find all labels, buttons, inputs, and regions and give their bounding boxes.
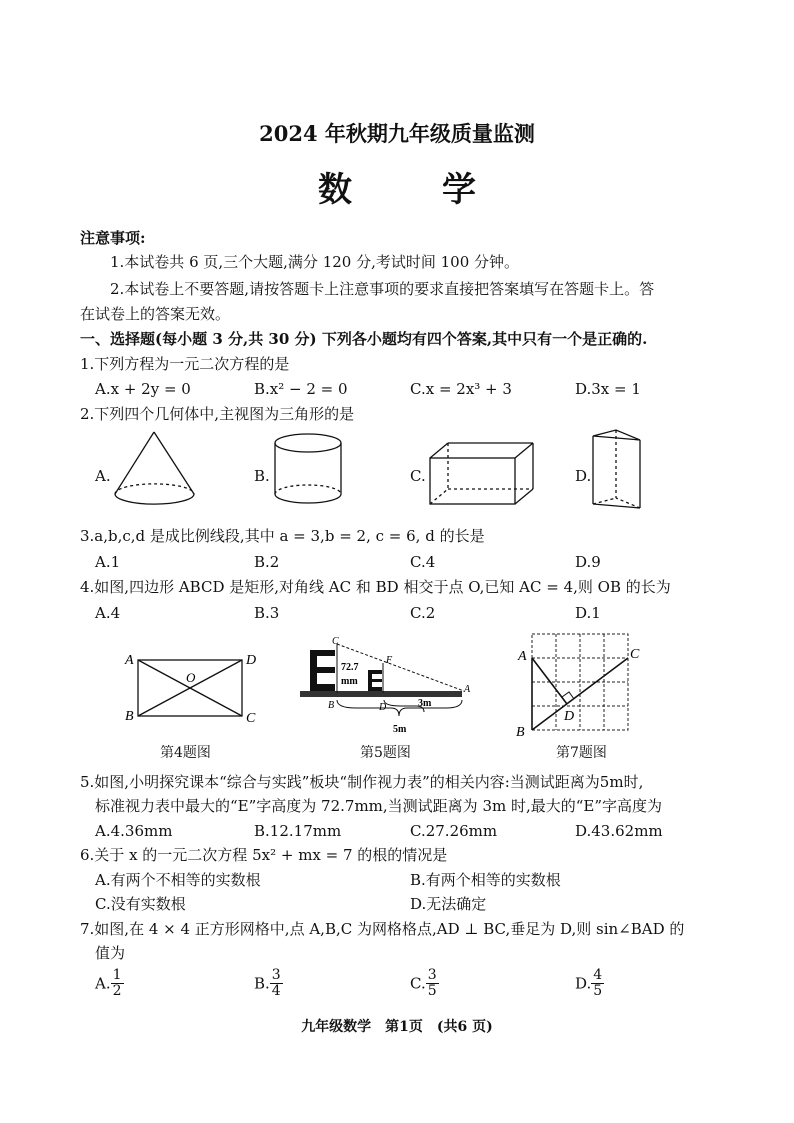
note-item-1: 1.本试卷共 6 页,三个大题,满分 120 分,考试时间 100 分钟。 [110,253,520,271]
q6-option-d: D.无法确定 [410,895,487,913]
section-heading: 一、选择题(每小题 3 分,共 30 分) 下列各小题均有四个答案,其中只有一个是正确的. [80,330,648,348]
q7-stem-line-2: 值为 [95,944,126,962]
fig4-label-d: D [246,653,257,668]
q7-a-denominator: 2 [112,983,122,999]
q7-option-d-prefix: D. [575,974,592,993]
q3-option-d: D.9 [575,553,601,571]
fig4-label-a: A [125,653,134,668]
fig7-label-b: B [516,725,525,740]
q3-option-a: A.1 [95,553,121,571]
figure-7-grid [512,628,642,738]
q7-b-numerator: 3 [271,967,281,983]
q2-stem: 2.下列四个几何体中,主视图为三角形的是 [80,405,355,423]
q4-stem: 4.如图,四边形 ABCD 是矩形,对角线 AC 和 BD 相交于点 O,已知 AC = 4,则 OB 的长为 [80,578,671,596]
q7-stem-line-1: 7.如图,在 4 × 4 正方形网格中,点 A,B,C 为网格格点,AD ⊥ BC,垂足为 D,则 sin∠BAD 的 [80,920,685,938]
q7-option-a-fraction [111,968,124,999]
cylinder-figure [270,432,350,512]
q5-option-b: B.12.17mm [254,822,342,840]
q7-option-b-prefix: B. [254,974,270,993]
q7-d-numerator: 4 [593,967,603,983]
q2-option-b: B. [254,467,270,485]
fig5-label-3m: 3m [418,698,432,709]
q3-option-b: B.2 [254,553,280,571]
q2-option-c: C. [410,467,426,485]
subject-title: 数 学 [318,170,504,210]
q7-c-denominator: 5 [427,983,437,999]
fig5-label-b: B [328,700,335,711]
cuboid-figure [428,440,538,510]
fig4-label-o: O [186,670,196,685]
q4-option-d: D.1 [575,604,601,622]
q4-option-b: B.3 [254,604,280,622]
q7-c-numerator: 3 [427,967,437,983]
q7-option-b-fraction [270,968,283,999]
q7-option-c-fraction [426,968,439,999]
q7-option-c [410,968,439,999]
q3-option-c: C.4 [410,553,436,571]
q5-option-c: C.27.26mm [410,822,498,840]
q5-stem-line-2: 标准视力表中最大的“E”字高度为 72.7mm,当测试距离为 3m 时,最大的“E”字高度为 [95,797,663,815]
q4-option-c: C.2 [410,604,436,622]
note-item-2-cont: 在试卷上的答案无效。 [80,305,231,323]
q1-option-c: C.x = 2x³ + 3 [410,380,512,398]
note-item-2: 2.本试卷上不要答题,请按答题卡上注意事项的要求直接把答案填写在答题卡上。答 [110,280,655,298]
fig7-label-a: A [518,649,527,664]
q7-d-denominator: 5 [593,983,603,999]
q7-option-d [575,968,604,999]
q5-option-d: D.43.62mm [575,822,663,840]
q1-stem: 1.下列方程为一元二次方程的是 [80,355,290,373]
notes-heading: 注意事项: [80,229,146,247]
fig5-label-unit: mm [341,676,358,687]
fig4-label-c: C [246,711,256,726]
fig7-label-c: C [630,647,640,662]
fig5-label-a: A [464,684,471,695]
fig5-label-c: C [332,636,339,647]
figure-5-caption: 第5题图 [360,745,411,761]
fig5-label-5m: 5m [393,724,407,735]
q3-stem: 3.a,b,c,d 是成比例线段,其中 a = 3,b = 2, c = 6, d 的长是 [80,527,485,545]
small-e-block [368,670,382,691]
q2-option-d: D. [575,467,592,485]
prism-figure [588,428,658,518]
fig5-label-d: D [379,702,387,713]
q1-option-a: A.x + 2y = 0 [95,380,191,398]
figure-5-eye-chart [296,636,476,740]
figure-4-caption: 第4题图 [160,745,211,761]
q2-option-a: A. [95,467,111,485]
exam-title: 2024 年秋期九年级质量监测 [259,121,535,146]
fig5-label-f: F [386,655,393,666]
q5-option-a: A.4.36mm [95,822,173,840]
q4-option-a: A.4 [95,604,121,622]
page-footer: 九年级数学 第1页 (共6 页) [301,1019,493,1035]
q7-option-a [95,968,124,999]
q7-option-b [254,968,283,999]
figure-7-caption: 第7题图 [556,745,607,761]
figure-4-rectangle [120,648,270,728]
q6-stem: 6.关于 x 的一元二次方程 5x² + mx = 7 的根的情况是 [80,846,448,864]
q5-stem-line-1: 5.如图,小明探究课本“综合与实践”板块“制作视力表”的相关内容:当测试距离为5m时, [80,773,644,791]
q1-option-d: D.3x = 1 [575,380,641,398]
q7-option-d-fraction [591,968,604,999]
q1-option-b: B.x² − 2 = 0 [254,380,348,398]
q6-option-b: B.有两个相等的实数根 [410,871,561,889]
q6-option-c: C.没有实数根 [95,895,186,913]
q7-option-c-prefix: C. [410,974,426,993]
q7-option-a-prefix: A. [95,974,111,993]
cone-figure [110,430,200,510]
q6-option-a: A.有两个不相等的实数根 [95,871,261,889]
q7-b-denominator: 4 [271,983,281,999]
q7-a-numerator: 1 [112,967,122,983]
fig7-label-d: D [564,709,575,724]
fig5-label-height: 72.7 [341,662,359,673]
fig4-label-b: B [125,709,134,724]
